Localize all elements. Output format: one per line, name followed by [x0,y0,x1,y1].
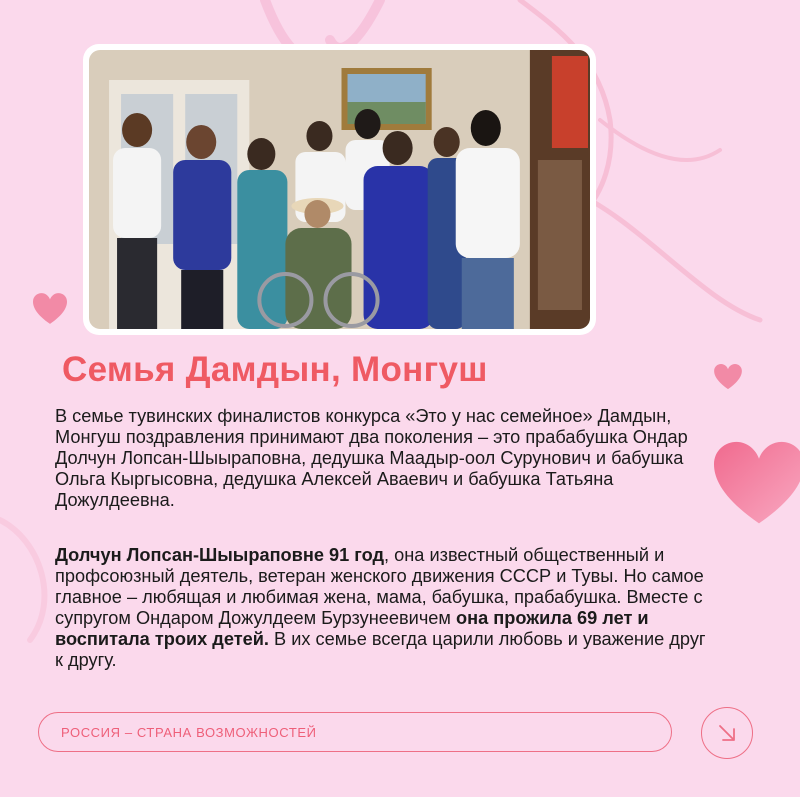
bold-text: Долчун Лопсан-Шыыраповне 91 год [55,545,385,565]
body-text: В их семье всегда царили любовь и уважение друг к другу. [55,629,706,670]
intro-paragraph: В семье тувинских финалистов конкурса «Это у нас семейное» Дамдын, Монгуш поздравления принимают два поколения – это прабабушка Ондар Долчун Лопсан-Шыыраповна, дедушка Маадыр-оол Сурунович и бабушка Ольга Кыргысовна, дедушка Алексей Аваевич и бабушка Татьяна Дожулдеевна. [55,406,688,510]
heart-icon [714,364,742,390]
heart-icon [714,440,800,528]
arrow-down-right-icon [716,722,738,744]
heart-icon [33,293,67,325]
body-text: , она известный общественный и профсоюзный деятель, ветеран женского движения СССР и Тувы. Но самое главное – любящая и любимая жена, мама, бабушка, прабабушка. Вместе с супругом Ондаром Дожулдеем Бурзунеевичем [55,545,704,628]
bold-text: она прожила 69 лет и воспитала троих детей. [55,608,649,649]
slogan-pill [38,712,672,752]
biography-paragraph [55,545,715,671]
page-title: Семья Дамдын, Монгуш [62,350,488,389]
slogan-text: РОССИЯ – СТРАНА ВОЗМОЖНОСТЕЙ [61,724,317,740]
family-photo [89,50,590,329]
next-button[interactable] [701,707,753,759]
photo-frame [83,44,596,335]
